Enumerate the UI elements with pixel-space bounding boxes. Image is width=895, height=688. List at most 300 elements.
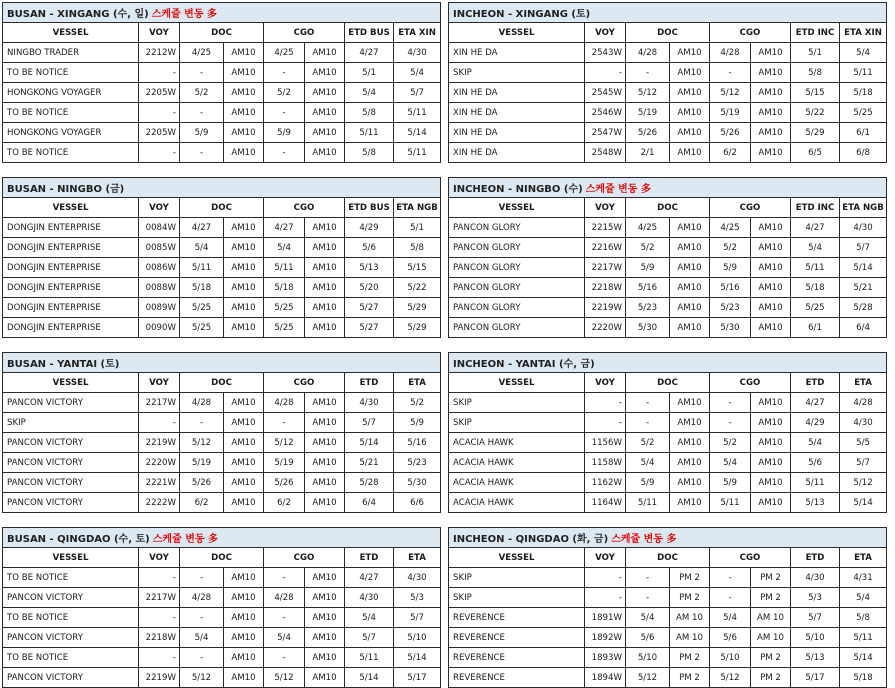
doc-date-cell: 4/25 bbox=[626, 218, 670, 238]
vessel-cell: TO BE NOTICE bbox=[3, 648, 139, 668]
column-header-etd: ETD bbox=[345, 373, 394, 393]
cgo-time-cell: AM 10 bbox=[751, 608, 791, 628]
voy-cell: 2548W bbox=[585, 143, 626, 163]
cgo-time-cell: AM10 bbox=[305, 433, 345, 453]
column-header-etd: ETD bbox=[345, 548, 394, 568]
voy-cell: 2222W bbox=[139, 493, 180, 513]
column-header-doc: DOC bbox=[626, 198, 710, 218]
vessel-cell: PANCON VICTORY bbox=[3, 393, 139, 413]
route-title-row bbox=[3, 178, 441, 198]
column-header-voy: VOY bbox=[139, 23, 180, 43]
vessel-cell: TO BE NOTICE bbox=[3, 608, 139, 628]
doc-date-cell: 5/12 bbox=[180, 668, 224, 688]
doc-date-cell: 5/19 bbox=[180, 453, 224, 473]
cgo-time-cell: AM10 bbox=[305, 238, 345, 258]
etd-cell: 5/17 bbox=[791, 668, 840, 688]
eta-cell: 4/30 bbox=[394, 43, 441, 63]
table-row bbox=[3, 588, 441, 608]
cgo-date-cell: - bbox=[710, 568, 751, 588]
etd-cell: 4/30 bbox=[345, 393, 394, 413]
vessel-cell: XIN HE DA bbox=[449, 103, 585, 123]
doc-time-cell: AM10 bbox=[670, 278, 710, 298]
cgo-date-cell: 5/12 bbox=[264, 668, 305, 688]
route-title bbox=[3, 178, 441, 198]
doc-time-cell: AM10 bbox=[224, 278, 264, 298]
table-row bbox=[3, 413, 441, 433]
voy-cell: 2217W bbox=[585, 258, 626, 278]
column-header-doc: DOC bbox=[626, 548, 710, 568]
doc-date-cell: - bbox=[180, 103, 224, 123]
table-row bbox=[3, 238, 441, 258]
vessel-cell: PANCON VICTORY bbox=[3, 668, 139, 688]
column-header-vessel: VESSEL bbox=[449, 548, 585, 568]
eta-cell: 6/8 bbox=[840, 143, 887, 163]
route-title bbox=[3, 353, 441, 373]
doc-date-cell: 5/9 bbox=[626, 258, 670, 278]
etd-cell: 4/29 bbox=[791, 413, 840, 433]
voy-cell: 2217W bbox=[139, 393, 180, 413]
cgo-time-cell: PM 2 bbox=[751, 648, 791, 668]
table-row bbox=[449, 433, 887, 453]
cgo-time-cell: AM10 bbox=[751, 123, 791, 143]
cgo-date-cell: - bbox=[264, 63, 305, 83]
cgo-date-cell: 5/4 bbox=[710, 608, 751, 628]
vessel-cell: PANCON VICTORY bbox=[3, 473, 139, 493]
cgo-time-cell: AM10 bbox=[751, 298, 791, 318]
cgo-date-cell: 5/11 bbox=[710, 493, 751, 513]
doc-time-cell: AM10 bbox=[224, 218, 264, 238]
cgo-date-cell: 5/4 bbox=[710, 453, 751, 473]
etd-cell: 5/11 bbox=[791, 258, 840, 278]
cgo-date-cell: 5/25 bbox=[264, 318, 305, 338]
vessel-cell: HONGKONG VOYAGER bbox=[3, 83, 139, 103]
doc-date-cell: 5/12 bbox=[180, 433, 224, 453]
column-header-cgo: CGO bbox=[710, 373, 791, 393]
vessel-cell: DONGJIN ENTERPRISE bbox=[3, 238, 139, 258]
eta-cell: 5/16 bbox=[394, 433, 441, 453]
doc-time-cell: AM10 bbox=[224, 648, 264, 668]
route-title bbox=[3, 3, 441, 23]
etd-cell: 5/3 bbox=[791, 588, 840, 608]
column-header-row bbox=[449, 23, 887, 43]
etd-cell: 5/20 bbox=[345, 278, 394, 298]
vessel-cell: XIN HE DA bbox=[449, 143, 585, 163]
table-row bbox=[449, 668, 887, 688]
cgo-date-cell: 5/26 bbox=[710, 123, 751, 143]
doc-time-cell: AM10 bbox=[224, 568, 264, 588]
column-header-row bbox=[3, 198, 441, 218]
table-row bbox=[3, 608, 441, 628]
column-header-row bbox=[449, 198, 887, 218]
route-name: INCHEON - QINGDAO (화, 금) bbox=[453, 534, 609, 545]
schedule-change-note: 스케쥴 변동 多 bbox=[585, 184, 651, 195]
schedule-table-incheon-qingdao bbox=[448, 527, 887, 688]
table-row bbox=[3, 668, 441, 688]
cgo-time-cell: AM10 bbox=[751, 413, 791, 433]
cgo-date-cell: 5/2 bbox=[710, 238, 751, 258]
column-header-doc: DOC bbox=[180, 198, 264, 218]
column-header-etd: ETD bbox=[791, 548, 840, 568]
doc-date-cell: 4/27 bbox=[180, 218, 224, 238]
cgo-time-cell: PM 2 bbox=[751, 568, 791, 588]
cgo-date-cell: - bbox=[710, 393, 751, 413]
doc-time-cell: AM10 bbox=[224, 628, 264, 648]
route-name: BUSAN - QINGDAO (수, 토) bbox=[7, 534, 150, 545]
vessel-cell: REVERENCE bbox=[449, 648, 585, 668]
doc-date-cell: - bbox=[180, 143, 224, 163]
doc-date-cell: 5/2 bbox=[180, 83, 224, 103]
doc-time-cell: AM10 bbox=[224, 668, 264, 688]
etd-cell: 5/7 bbox=[791, 608, 840, 628]
table-row bbox=[3, 258, 441, 278]
doc-date-cell: 5/9 bbox=[626, 473, 670, 493]
voy-cell: - bbox=[139, 648, 180, 668]
vessel-cell: DONGJIN ENTERPRISE bbox=[3, 298, 139, 318]
doc-date-cell: - bbox=[180, 413, 224, 433]
voy-cell: 2215W bbox=[585, 218, 626, 238]
eta-cell: 6/6 bbox=[394, 493, 441, 513]
eta-cell: 5/25 bbox=[840, 103, 887, 123]
table-row bbox=[449, 103, 887, 123]
voy-cell: 1893W bbox=[585, 648, 626, 668]
doc-time-cell: AM10 bbox=[670, 63, 710, 83]
doc-time-cell: AM10 bbox=[670, 218, 710, 238]
eta-cell: 4/30 bbox=[840, 218, 887, 238]
voy-cell: 2543W bbox=[585, 43, 626, 63]
column-header-eta-xin: ETA XIN bbox=[394, 23, 441, 43]
cgo-time-cell: AM10 bbox=[751, 238, 791, 258]
voy-cell: - bbox=[585, 413, 626, 433]
etd-cell: 5/11 bbox=[345, 648, 394, 668]
cgo-time-cell: AM10 bbox=[305, 568, 345, 588]
table-row bbox=[3, 493, 441, 513]
voy-cell: 1162W bbox=[585, 473, 626, 493]
doc-date-cell: - bbox=[180, 608, 224, 628]
cgo-time-cell: PM 2 bbox=[751, 588, 791, 608]
column-header-vessel: VESSEL bbox=[449, 23, 585, 43]
eta-cell: 5/14 bbox=[840, 648, 887, 668]
doc-time-cell: AM10 bbox=[224, 238, 264, 258]
cgo-time-cell: AM10 bbox=[305, 298, 345, 318]
etd-cell: 5/22 bbox=[791, 103, 840, 123]
eta-cell: 5/1 bbox=[394, 218, 441, 238]
vessel-cell: SKIP bbox=[449, 568, 585, 588]
cgo-date-cell: 5/9 bbox=[710, 258, 751, 278]
etd-cell: 5/13 bbox=[791, 648, 840, 668]
eta-cell: 5/3 bbox=[394, 588, 441, 608]
eta-cell: 5/17 bbox=[394, 668, 441, 688]
doc-time-cell: AM10 bbox=[224, 473, 264, 493]
column-header-doc: DOC bbox=[180, 548, 264, 568]
cgo-time-cell: AM10 bbox=[305, 258, 345, 278]
table-row bbox=[3, 473, 441, 493]
etd-cell: 5/8 bbox=[345, 143, 394, 163]
cgo-date-cell: 5/2 bbox=[710, 433, 751, 453]
voy-cell: 2216W bbox=[585, 238, 626, 258]
doc-time-cell: AM10 bbox=[670, 318, 710, 338]
etd-cell: 5/11 bbox=[345, 123, 394, 143]
vessel-cell: SKIP bbox=[449, 63, 585, 83]
cgo-time-cell: AM10 bbox=[305, 608, 345, 628]
vessel-cell: NINGBO TRADER bbox=[3, 43, 139, 63]
eta-cell: 5/29 bbox=[394, 298, 441, 318]
vessel-cell: DONGJIN ENTERPRISE bbox=[3, 218, 139, 238]
column-header-cgo: CGO bbox=[710, 548, 791, 568]
etd-cell: 5/7 bbox=[345, 628, 394, 648]
eta-cell: 6/4 bbox=[840, 318, 887, 338]
cgo-time-cell: AM 10 bbox=[751, 628, 791, 648]
vessel-cell: PANCON VICTORY bbox=[3, 628, 139, 648]
schedule-table-incheon-ningbo bbox=[448, 177, 887, 338]
doc-time-cell: AM10 bbox=[670, 433, 710, 453]
vessel-cell: SKIP bbox=[3, 413, 139, 433]
doc-time-cell: AM10 bbox=[670, 43, 710, 63]
etd-cell: 6/5 bbox=[791, 143, 840, 163]
cgo-time-cell: AM10 bbox=[751, 43, 791, 63]
table-row bbox=[449, 218, 887, 238]
table-row bbox=[449, 83, 887, 103]
eta-cell: 5/4 bbox=[394, 63, 441, 83]
column-header-etd-inc: ETD INC bbox=[791, 23, 840, 43]
doc-date-cell: 5/26 bbox=[180, 473, 224, 493]
route-title-row bbox=[449, 528, 887, 548]
eta-cell: 5/18 bbox=[840, 668, 887, 688]
cgo-date-cell: 5/10 bbox=[710, 648, 751, 668]
doc-time-cell: AM10 bbox=[670, 493, 710, 513]
column-header-voy: VOY bbox=[139, 198, 180, 218]
cgo-time-cell: AM10 bbox=[751, 393, 791, 413]
doc-time-cell: AM10 bbox=[224, 43, 264, 63]
cgo-date-cell: 4/25 bbox=[264, 43, 305, 63]
etd-cell: 5/25 bbox=[791, 298, 840, 318]
voy-cell: - bbox=[139, 143, 180, 163]
doc-date-cell: - bbox=[626, 588, 670, 608]
doc-date-cell: - bbox=[626, 63, 670, 83]
vessel-cell: ACACIA HAWK bbox=[449, 493, 585, 513]
doc-date-cell: 5/4 bbox=[626, 608, 670, 628]
doc-time-cell: AM10 bbox=[670, 453, 710, 473]
eta-cell: 5/14 bbox=[394, 123, 441, 143]
eta-cell: 4/28 bbox=[840, 393, 887, 413]
etd-cell: 5/13 bbox=[345, 258, 394, 278]
column-header-vessel: VESSEL bbox=[449, 373, 585, 393]
cgo-date-cell: 5/11 bbox=[264, 258, 305, 278]
etd-cell: 5/28 bbox=[345, 473, 394, 493]
etd-cell: 5/4 bbox=[791, 433, 840, 453]
voy-cell: 2212W bbox=[139, 43, 180, 63]
schedule-change-note: 스케쥴 변동 多 bbox=[611, 534, 677, 545]
eta-cell: 5/10 bbox=[394, 628, 441, 648]
vessel-cell: XIN HE DA bbox=[449, 123, 585, 143]
eta-cell: 5/4 bbox=[840, 43, 887, 63]
vessel-cell: SKIP bbox=[449, 393, 585, 413]
etd-cell: 6/4 bbox=[345, 493, 394, 513]
cgo-time-cell: AM10 bbox=[751, 83, 791, 103]
voy-cell: 1891W bbox=[585, 608, 626, 628]
column-header-vessel: VESSEL bbox=[3, 198, 139, 218]
table-row bbox=[3, 143, 441, 163]
voy-cell: 1158W bbox=[585, 453, 626, 473]
table-row bbox=[3, 628, 441, 648]
cgo-date-cell: - bbox=[264, 648, 305, 668]
doc-date-cell: - bbox=[180, 568, 224, 588]
voy-cell: 2219W bbox=[585, 298, 626, 318]
doc-date-cell: 4/28 bbox=[626, 43, 670, 63]
etd-cell: 5/4 bbox=[345, 608, 394, 628]
vessel-cell: TO BE NOTICE bbox=[3, 568, 139, 588]
voy-cell: 0086W bbox=[139, 258, 180, 278]
vessel-cell: TO BE NOTICE bbox=[3, 63, 139, 83]
cgo-date-cell: 5/2 bbox=[264, 83, 305, 103]
doc-time-cell: AM10 bbox=[224, 493, 264, 513]
doc-time-cell: AM10 bbox=[224, 143, 264, 163]
cgo-time-cell: AM10 bbox=[751, 258, 791, 278]
vessel-cell: ACACIA HAWK bbox=[449, 473, 585, 493]
doc-date-cell: 5/9 bbox=[180, 123, 224, 143]
etd-cell: 5/6 bbox=[791, 453, 840, 473]
vessel-cell: DONGJIN ENTERPRISE bbox=[3, 318, 139, 338]
table-row bbox=[449, 453, 887, 473]
eta-cell: 5/29 bbox=[394, 318, 441, 338]
etd-cell: 5/29 bbox=[791, 123, 840, 143]
route-name: BUSAN - XINGANG (수, 일) bbox=[7, 9, 149, 20]
cgo-time-cell: AM10 bbox=[751, 63, 791, 83]
etd-cell: 5/27 bbox=[345, 298, 394, 318]
doc-time-cell: AM10 bbox=[224, 318, 264, 338]
cgo-date-cell: - bbox=[264, 568, 305, 588]
eta-cell: 5/14 bbox=[840, 258, 887, 278]
voy-cell: 2547W bbox=[585, 123, 626, 143]
eta-cell: 5/2 bbox=[394, 393, 441, 413]
doc-time-cell: AM10 bbox=[224, 393, 264, 413]
vessel-cell: PANCON GLORY bbox=[449, 238, 585, 258]
schedule-table-busan-ningbo bbox=[2, 177, 441, 338]
table-row bbox=[449, 413, 887, 433]
etd-cell: 4/27 bbox=[345, 43, 394, 63]
column-header-row bbox=[3, 548, 441, 568]
voy-cell: 0088W bbox=[139, 278, 180, 298]
column-header-voy: VOY bbox=[585, 23, 626, 43]
cgo-time-cell: AM10 bbox=[751, 493, 791, 513]
etd-cell: 5/13 bbox=[791, 493, 840, 513]
doc-date-cell: 5/12 bbox=[626, 83, 670, 103]
doc-date-cell: 4/25 bbox=[180, 43, 224, 63]
voy-cell: 1156W bbox=[585, 433, 626, 453]
voy-cell: 1164W bbox=[585, 493, 626, 513]
schedule-table-incheon-yantai bbox=[448, 352, 887, 513]
doc-date-cell: 5/6 bbox=[626, 628, 670, 648]
vessel-cell: DONGJIN ENTERPRISE bbox=[3, 278, 139, 298]
etd-cell: 4/27 bbox=[345, 568, 394, 588]
cgo-time-cell: AM10 bbox=[751, 433, 791, 453]
doc-date-cell: 2/1 bbox=[626, 143, 670, 163]
eta-cell: 5/11 bbox=[840, 63, 887, 83]
voy-cell: 0090W bbox=[139, 318, 180, 338]
eta-cell: 5/11 bbox=[394, 143, 441, 163]
vessel-cell: TO BE NOTICE bbox=[3, 103, 139, 123]
cgo-time-cell: AM10 bbox=[751, 278, 791, 298]
table-row bbox=[449, 298, 887, 318]
vessel-cell: PANCON GLORY bbox=[449, 218, 585, 238]
etd-cell: 4/29 bbox=[345, 218, 394, 238]
etd-cell: 5/14 bbox=[345, 433, 394, 453]
cgo-date-cell: - bbox=[264, 413, 305, 433]
doc-time-cell: AM10 bbox=[670, 258, 710, 278]
doc-date-cell: 5/2 bbox=[626, 238, 670, 258]
doc-time-cell: AM10 bbox=[224, 63, 264, 83]
table-row bbox=[3, 318, 441, 338]
cgo-date-cell: 4/27 bbox=[264, 218, 305, 238]
etd-cell: 5/15 bbox=[791, 83, 840, 103]
vessel-cell: REVERENCE bbox=[449, 668, 585, 688]
cgo-time-cell: AM10 bbox=[305, 123, 345, 143]
eta-cell: 5/7 bbox=[840, 238, 887, 258]
doc-time-cell: AM10 bbox=[224, 608, 264, 628]
schedule-table-incheon-xingang bbox=[448, 2, 887, 163]
etd-cell: 4/27 bbox=[791, 218, 840, 238]
table-row bbox=[449, 278, 887, 298]
cgo-time-cell: AM10 bbox=[305, 83, 345, 103]
table-row bbox=[3, 43, 441, 63]
route-title-row bbox=[3, 353, 441, 373]
table-row bbox=[3, 298, 441, 318]
table-row bbox=[449, 63, 887, 83]
etd-cell: 5/21 bbox=[345, 453, 394, 473]
cgo-time-cell: AM10 bbox=[751, 143, 791, 163]
doc-time-cell: AM10 bbox=[224, 83, 264, 103]
column-header-row bbox=[3, 23, 441, 43]
cgo-time-cell: AM10 bbox=[305, 43, 345, 63]
column-header-etd-bus: ETD BUS bbox=[345, 23, 394, 43]
table-row bbox=[449, 393, 887, 413]
vessel-cell: PANCON GLORY bbox=[449, 278, 585, 298]
route-name: INCHEON - YANTAI (수, 금) bbox=[453, 359, 595, 370]
table-row bbox=[449, 258, 887, 278]
table-row bbox=[3, 648, 441, 668]
eta-cell: 5/8 bbox=[840, 608, 887, 628]
vessel-cell: PANCON VICTORY bbox=[3, 588, 139, 608]
vessel-cell: DONGJIN ENTERPRISE bbox=[3, 258, 139, 278]
doc-date-cell: 5/25 bbox=[180, 318, 224, 338]
doc-time-cell: AM10 bbox=[224, 258, 264, 278]
doc-time-cell: AM10 bbox=[670, 143, 710, 163]
doc-date-cell: - bbox=[180, 63, 224, 83]
vessel-cell: PANCON VICTORY bbox=[3, 493, 139, 513]
doc-time-cell: AM10 bbox=[224, 413, 264, 433]
vessel-cell: PANCON GLORY bbox=[449, 318, 585, 338]
vessel-cell: REVERENCE bbox=[449, 608, 585, 628]
table-row bbox=[449, 318, 887, 338]
cgo-date-cell: - bbox=[264, 143, 305, 163]
doc-time-cell: PM 2 bbox=[670, 568, 710, 588]
eta-cell: 5/5 bbox=[840, 433, 887, 453]
column-header-cgo: CGO bbox=[264, 23, 345, 43]
eta-cell: 4/31 bbox=[840, 568, 887, 588]
cgo-time-cell: AM10 bbox=[751, 473, 791, 493]
voy-cell: - bbox=[139, 608, 180, 628]
eta-cell: 5/18 bbox=[840, 83, 887, 103]
etd-cell: 5/10 bbox=[791, 628, 840, 648]
doc-time-cell: AM10 bbox=[224, 588, 264, 608]
cgo-time-cell: AM10 bbox=[305, 393, 345, 413]
cgo-date-cell: 5/30 bbox=[710, 318, 751, 338]
eta-cell: 5/23 bbox=[394, 453, 441, 473]
column-header-doc: DOC bbox=[626, 23, 710, 43]
voy-cell: 2219W bbox=[139, 433, 180, 453]
vessel-cell: PANCON GLORY bbox=[449, 258, 585, 278]
table-row bbox=[449, 123, 887, 143]
column-header-etd-bus: ETD BUS bbox=[345, 198, 394, 218]
